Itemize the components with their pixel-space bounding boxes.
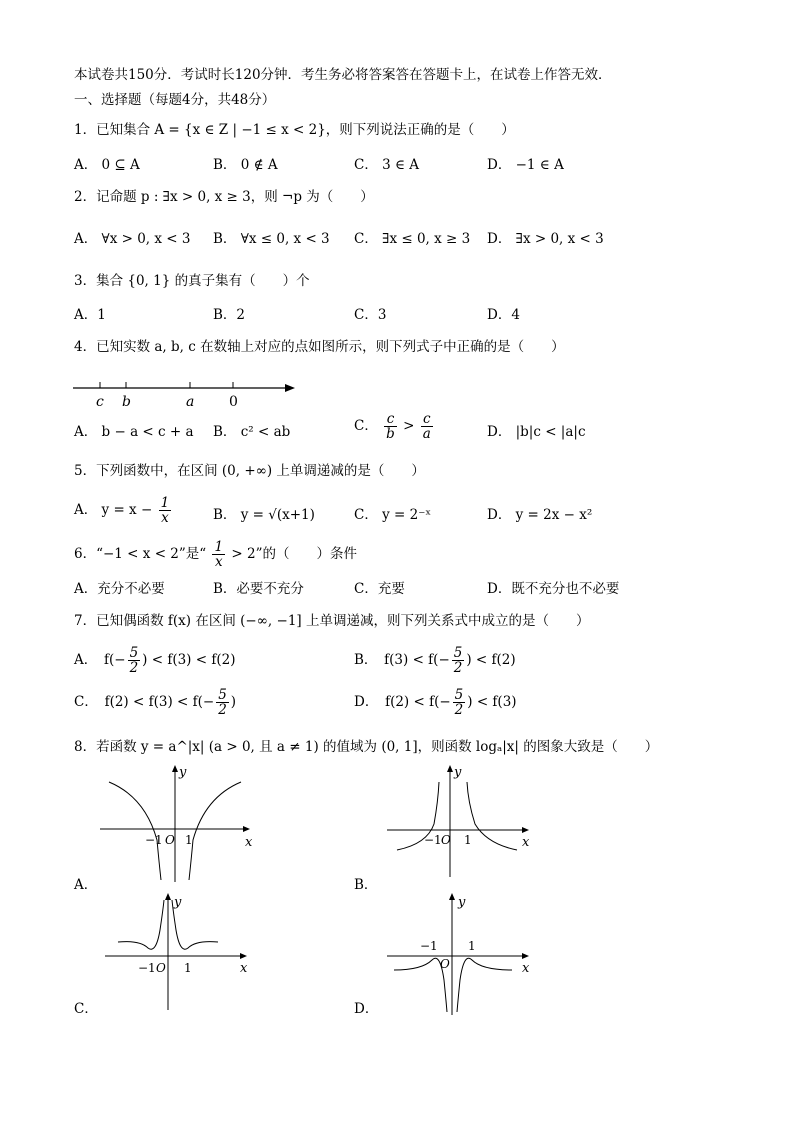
graph-neg1: −1 [420, 939, 438, 953]
graph-one: 1 [464, 833, 472, 847]
q3-option-b[interactable]: B．2 [213, 307, 246, 323]
axis-label-a: a [186, 394, 195, 410]
q3-option-c[interactable]: C．3 [354, 307, 387, 323]
frac-num: 1 [160, 495, 170, 511]
axis-label-zero: 0 [229, 394, 238, 410]
q8-graph-c[interactable] [100, 890, 255, 1015]
graph-neg1: −1 [145, 833, 163, 847]
q7-option-d[interactable] [354, 688, 517, 717]
q8-label-d: D． [354, 1001, 379, 1017]
q2-option-a[interactable]: A． ∀x > 0, x < 3 [74, 231, 191, 247]
frac-den: 2 [454, 702, 464, 718]
frac-num: c [421, 412, 433, 427]
graph-one: 1 [184, 961, 192, 975]
q6-stem-post: > 2”的（ ）条件 [231, 546, 357, 562]
q4-option-c[interactable]: C． $\frac{c}{b}$ > $\frac{c}{a}$ [354, 411, 431, 442]
q1-option-d[interactable]: D． −1 ∈ A [487, 157, 564, 173]
graph-neg1: −1 [424, 833, 442, 847]
graph-y-label: y [179, 765, 187, 780]
question-5-stem: 5．下列函数中，在区间 (0, +∞) 上单调递减的是（ ） [74, 463, 425, 479]
q7-d-pre: D． f(2) < f(− [354, 694, 451, 710]
number-line-figure [70, 372, 300, 412]
q4-option-b[interactable]: B． c² < ab [213, 424, 291, 440]
graph-origin: O [165, 833, 175, 847]
question-3-stem: 3．集合 {0, 1} 的真子集有（ ）个 [74, 273, 310, 289]
question-6-stem [74, 540, 357, 569]
q4-option-c-label: C． [354, 418, 378, 434]
q6-option-c[interactable]: C．充要 [354, 581, 405, 597]
q5-option-d[interactable]: D． y = 2x − x² [487, 507, 593, 523]
q8-graph-d[interactable] [382, 890, 542, 1020]
frac-num: 1 [214, 539, 224, 555]
graph-x-label: x [240, 961, 248, 976]
q1-option-c[interactable]: C． 3 ∈ A [354, 157, 420, 173]
q8-label-c: C． [74, 1001, 98, 1017]
q7-option-a[interactable] [74, 646, 235, 675]
q1-option-b[interactable]: B． 0 ∉ A [213, 157, 278, 173]
q7-option-c[interactable] [74, 688, 236, 717]
question-2-stem: 2．记命题 p : ∃x > 0, x ≥ 3，则 ¬p 为（ ） [74, 189, 374, 205]
section-title: 一、选择题（每题4分，共48分） [74, 92, 276, 108]
q5-option-a[interactable] [74, 496, 173, 525]
axis-label-b: b [122, 394, 131, 410]
graph-neg1: −1 [138, 961, 156, 975]
q3-option-d[interactable]: D．4 [487, 307, 520, 323]
q7-b-pre: B． f(3) < f(− [354, 652, 450, 668]
question-1-stem: 1．已知集合 A = {x ∈ Z | −1 ≤ x < 2}，则下列说法正确的是（ ） [74, 122, 515, 138]
graph-y-label: y [454, 765, 462, 780]
frac-den: b [386, 426, 395, 442]
frac-num: 5 [129, 645, 139, 661]
frac-num: 5 [453, 645, 463, 661]
frac-num: 5 [218, 687, 227, 703]
q6-option-d[interactable]: D．既不充分也不必要 [487, 581, 620, 597]
question-8-stem: 8．若函数 y = a^|x| (a > 0, 且 a ≠ 1) 的值域为 (0, 1]，则函数 logₐ|x| 的图象大致是（ ） [74, 739, 659, 755]
q8-graph-b[interactable] [382, 762, 542, 887]
frac-den: x [214, 554, 223, 570]
graph-one: 1 [468, 939, 476, 953]
frac-den: 2 [218, 702, 227, 718]
graph-x-label: x [522, 961, 530, 976]
frac-den: a [422, 426, 431, 442]
question-7-stem: 7．已知偶函数 f(x) 在区间 (−∞, −1] 上单调递减，则下列关系式中成立的是（ ） [74, 613, 590, 629]
frac-den: x [161, 510, 169, 526]
q7-d-post: ) < f(3) [467, 694, 517, 710]
frac-den: 2 [453, 660, 463, 676]
graph-x-label: x [245, 835, 253, 850]
q5-option-b[interactable]: B． y = √(x+1) [213, 507, 315, 523]
q4-option-d[interactable]: D． |b|c < |a|c [487, 424, 586, 440]
exam-intro: 本试卷共150分．考试时长120分钟．考生务必将答案答在答题卡上，在试卷上作答无效． [74, 67, 612, 83]
q2-option-d[interactable]: D． ∃x > 0, x < 3 [487, 231, 604, 247]
graph-origin: O [156, 961, 166, 975]
q5-option-c[interactable]: C． y = 2⁻ˣ [354, 507, 432, 523]
q5-option-a-text: A． y = x − [74, 502, 153, 518]
graph-origin: O [441, 833, 451, 847]
graph-origin: O [440, 957, 450, 971]
q1-option-a[interactable]: A． 0 ⊆ A [74, 157, 140, 173]
frac-num: c [384, 412, 397, 427]
q4-option-a[interactable]: A． b − a < c + a [74, 424, 194, 440]
q8-label-b: B． [354, 877, 378, 893]
q7-c-pre: C． f(2) < f(3) < f(− [74, 694, 215, 710]
q7-b-post: ) < f(2) [466, 652, 516, 668]
graph-one: 1 [185, 833, 193, 847]
q6-option-a[interactable]: A．充分不必要 [74, 581, 165, 597]
frac-den: 2 [129, 660, 139, 676]
q7-a-pre: A． f(− [74, 652, 126, 668]
q8-label-a: A． [74, 877, 98, 893]
question-4-stem: 4．已知实数 a, b, c 在数轴上对应的点如图所示，则下列式子中正确的是（ ） [74, 339, 565, 355]
q7-a-post: ) < f(3) < f(2) [142, 652, 236, 668]
q2-option-c[interactable]: C． ∃x ≤ 0, x ≥ 3 [354, 231, 471, 247]
graph-y-label: y [174, 895, 182, 910]
frac-num: 5 [454, 687, 464, 703]
q3-option-a[interactable]: A．1 [74, 307, 106, 323]
graph-x-label: x [522, 835, 530, 850]
q7-option-b[interactable] [354, 646, 516, 675]
q6-option-b[interactable]: B．必要不充分 [213, 581, 304, 597]
q6-stem-pre: 6．“−1 < x < 2”是“ [74, 546, 207, 562]
q2-option-b[interactable]: B． ∀x ≤ 0, x < 3 [213, 231, 330, 247]
q7-c-post: ) [230, 694, 237, 710]
axis-label-c: c [96, 394, 104, 410]
graph-y-label: y [458, 895, 466, 910]
q8-graph-a[interactable] [95, 762, 255, 887]
